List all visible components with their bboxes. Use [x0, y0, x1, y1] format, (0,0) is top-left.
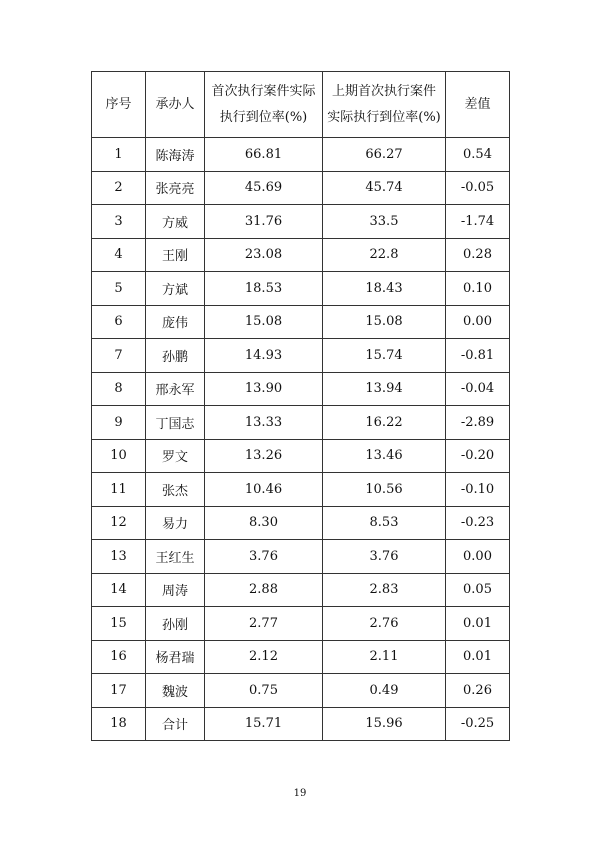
- header-index: 序号: [92, 72, 146, 138]
- cell-diff: -0.10: [446, 473, 510, 507]
- cell-prev-rate: 33.5: [323, 205, 446, 239]
- cell-prev-rate: 22.8: [323, 238, 446, 272]
- table-row: [92, 272, 510, 306]
- cell-prev-rate: 10.56: [323, 473, 446, 507]
- cell-index: 13: [92, 540, 146, 574]
- cell-handler: 张杰: [146, 473, 205, 507]
- cell-index: 17: [92, 674, 146, 708]
- cell-prev-rate: 15.96: [323, 707, 446, 741]
- cell-prev-rate: 45.74: [323, 171, 446, 205]
- cell-diff: -0.81: [446, 339, 510, 373]
- header-prev-line1: 上期首次执行案件: [331, 83, 436, 99]
- cell-index: 4: [92, 238, 146, 272]
- cell-index: 18: [92, 707, 146, 741]
- cell-prev-rate: 8.53: [323, 506, 446, 540]
- cell-index: 14: [92, 573, 146, 607]
- cell-handler: 周涛: [146, 573, 205, 607]
- cell-handler: 王刚: [146, 238, 205, 272]
- cell-diff: -0.20: [446, 439, 510, 473]
- cell-rate: 23.08: [205, 238, 323, 272]
- cell-diff: 0.26: [446, 674, 510, 708]
- table-row: [92, 372, 510, 406]
- table-row: [92, 339, 510, 373]
- cell-prev-rate: 2.83: [323, 573, 446, 607]
- cell-rate: 15.08: [205, 305, 323, 339]
- cell-rate: 0.75: [205, 674, 323, 708]
- cell-prev-rate: 2.76: [323, 607, 446, 641]
- execution-rate-table: [91, 71, 510, 741]
- cell-handler: 罗文: [146, 439, 205, 473]
- cell-rate: 2.12: [205, 640, 323, 674]
- table-body: [92, 138, 510, 741]
- cell-diff: -0.04: [446, 372, 510, 406]
- table-row: [92, 238, 510, 272]
- table-row: [92, 406, 510, 440]
- cell-index: 16: [92, 640, 146, 674]
- table-row: [92, 674, 510, 708]
- cell-rate: 2.88: [205, 573, 323, 607]
- cell-handler: 丁国志: [146, 406, 205, 440]
- cell-diff: -0.05: [446, 171, 510, 205]
- cell-index: 8: [92, 372, 146, 406]
- cell-diff: 0.10: [446, 272, 510, 306]
- cell-handler: 孙刚: [146, 607, 205, 641]
- table-row: [92, 540, 510, 574]
- header-prev-rate: [323, 72, 446, 138]
- cell-diff: 0.01: [446, 607, 510, 641]
- table-header-row: [92, 72, 510, 138]
- table-row: [92, 138, 510, 172]
- cell-diff: 0.54: [446, 138, 510, 172]
- cell-index: 10: [92, 439, 146, 473]
- cell-prev-rate: 15.08: [323, 305, 446, 339]
- cell-diff: -0.25: [446, 707, 510, 741]
- cell-index: 5: [92, 272, 146, 306]
- cell-rate: 8.30: [205, 506, 323, 540]
- cell-diff: -1.74: [446, 205, 510, 239]
- table-row: [92, 205, 510, 239]
- cell-handler: 庞伟: [146, 305, 205, 339]
- cell-rate: 13.33: [205, 406, 323, 440]
- cell-prev-rate: 3.76: [323, 540, 446, 574]
- cell-diff: -2.89: [446, 406, 510, 440]
- cell-rate: 13.90: [205, 372, 323, 406]
- cell-handler: 张亮亮: [146, 171, 205, 205]
- cell-index: 11: [92, 473, 146, 507]
- table-row: [92, 439, 510, 473]
- cell-prev-rate: 66.27: [323, 138, 446, 172]
- cell-handler: 方斌: [146, 272, 205, 306]
- cell-rate: 31.76: [205, 205, 323, 239]
- cell-rate: 14.93: [205, 339, 323, 373]
- cell-index: 3: [92, 205, 146, 239]
- table-row: [92, 573, 510, 607]
- cell-handler: 王红生: [146, 540, 205, 574]
- cell-diff: 0.01: [446, 640, 510, 674]
- cell-prev-rate: 16.22: [323, 406, 446, 440]
- cell-handler: 方威: [146, 205, 205, 239]
- cell-rate: 18.53: [205, 272, 323, 306]
- header-rate-line2: 执行到位率(%): [219, 109, 308, 125]
- cell-handler: 孙鹏: [146, 339, 205, 373]
- cell-handler: 合计: [146, 707, 205, 741]
- cell-index: 2: [92, 171, 146, 205]
- cell-rate: 15.71: [205, 707, 323, 741]
- cell-handler: 陈海涛: [146, 138, 205, 172]
- cell-diff: 0.28: [446, 238, 510, 272]
- cell-prev-rate: 0.49: [323, 674, 446, 708]
- table-row: [92, 607, 510, 641]
- header-diff: 差值: [446, 72, 510, 138]
- cell-handler: 魏波: [146, 674, 205, 708]
- cell-prev-rate: 18.43: [323, 272, 446, 306]
- header-handler: 承办人: [146, 72, 205, 138]
- cell-rate: 3.76: [205, 540, 323, 574]
- cell-handler: 邢永军: [146, 372, 205, 406]
- page-number: 19: [293, 788, 307, 799]
- cell-handler: 杨君瑞: [146, 640, 205, 674]
- cell-rate: 10.46: [205, 473, 323, 507]
- table-row: [92, 473, 510, 507]
- cell-diff: -0.23: [446, 506, 510, 540]
- header-rate: [205, 72, 323, 138]
- cell-rate: 45.69: [205, 171, 323, 205]
- cell-index: 15: [92, 607, 146, 641]
- cell-prev-rate: 2.11: [323, 640, 446, 674]
- cell-prev-rate: 13.46: [323, 439, 446, 473]
- table-row: [92, 171, 510, 205]
- header-rate-line1: 首次执行案件实际: [211, 83, 316, 99]
- header-prev-line2: 实际执行到位率(%): [327, 109, 441, 125]
- cell-rate: 66.81: [205, 138, 323, 172]
- cell-index: 1: [92, 138, 146, 172]
- cell-index: 7: [92, 339, 146, 373]
- table-row: [92, 640, 510, 674]
- cell-diff: 0.00: [446, 540, 510, 574]
- cell-diff: 0.00: [446, 305, 510, 339]
- cell-index: 9: [92, 406, 146, 440]
- cell-index: 12: [92, 506, 146, 540]
- cell-rate: 13.26: [205, 439, 323, 473]
- table-row: [92, 305, 510, 339]
- cell-prev-rate: 13.94: [323, 372, 446, 406]
- cell-handler: 易力: [146, 506, 205, 540]
- cell-index: 6: [92, 305, 146, 339]
- cell-prev-rate: 15.74: [323, 339, 446, 373]
- table-row: [92, 707, 510, 741]
- table-row: [92, 506, 510, 540]
- cell-diff: 0.05: [446, 573, 510, 607]
- cell-rate: 2.77: [205, 607, 323, 641]
